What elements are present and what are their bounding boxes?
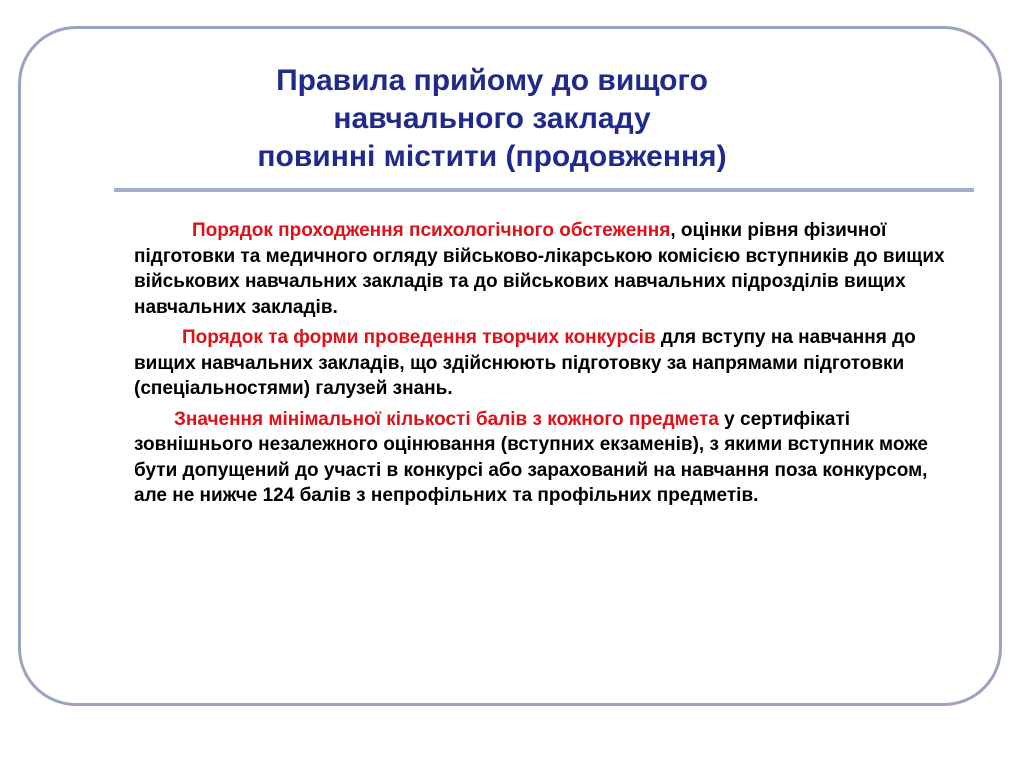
slide-title: [150, 62, 834, 176]
paragraph-minimum-score: [134, 407, 964, 509]
title-line-3: повинні містити (продовження): [257, 140, 727, 173]
paragraph-text: у сертифікаті зовнішнього незалежного оцінювання (вступних екзаменів), з якими вступник може бути допущений до участі в конкурсі або зарахований на навчання поза конкурсом, але не нижче 124 балів з непрофільних та профільних предметів.: [134, 408, 928, 506]
slide-body: [134, 218, 964, 514]
paragraph-creative-contests: [134, 325, 964, 402]
title-line-1: Правила прийому до вищого: [276, 64, 708, 97]
paragraph-text: , оцінки рівня фізичної підготовки та медичного огляду військово-лікарською комісією вступників до вищих військових навчальних закладів та до військових навчальних підрозділів вищих навчальних закладів.: [134, 220, 945, 318]
title-divider: [114, 188, 974, 192]
paragraph-highlight: Значення мінімальної кількості балів з кожного предмета: [174, 408, 719, 430]
paragraph-psych-exam: [134, 218, 964, 320]
paragraph-highlight: Порядок проходження психологічного обстеження: [192, 220, 671, 241]
paragraph-highlight: Порядок та форми проведення творчих конкурсів: [182, 327, 656, 348]
title-line-2: навчального закладу: [333, 102, 651, 135]
paragraph-text: для вступу на навчання до вищих навчальних закладів, що здійснюють підготовку за напрямами підготовки (спеціальностями) галузей знань.: [134, 327, 916, 399]
